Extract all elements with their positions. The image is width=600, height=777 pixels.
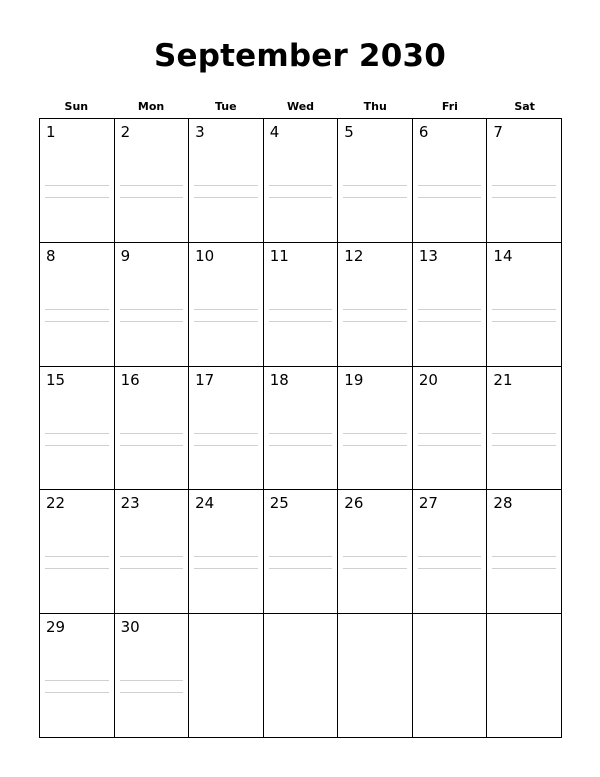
day-number: 29	[46, 618, 66, 637]
day-cell	[115, 243, 190, 367]
day-number: 21	[493, 370, 513, 389]
day-number: 20	[418, 370, 438, 389]
note-line	[418, 433, 482, 434]
day-number: 2	[120, 123, 131, 141]
day-number: 27	[418, 494, 438, 513]
note-line	[120, 445, 184, 446]
day-cell	[264, 243, 339, 367]
day-cell	[487, 490, 562, 614]
day-number: 13	[418, 246, 438, 265]
note-line	[194, 433, 258, 434]
note-line	[194, 309, 258, 310]
note-line	[194, 556, 258, 557]
note-line	[45, 185, 109, 186]
day-number: 15	[46, 370, 66, 389]
note-line	[269, 556, 333, 557]
note-line	[120, 433, 184, 434]
note-line	[343, 185, 407, 186]
note-line	[120, 556, 184, 557]
note-line	[194, 445, 258, 446]
day-number: 6	[418, 123, 429, 141]
day-cell	[413, 243, 488, 367]
note-line	[45, 321, 109, 322]
note-line	[492, 433, 556, 434]
day-number: 1	[46, 123, 56, 141]
day-cell	[115, 367, 190, 491]
note-line	[418, 556, 482, 557]
day-number: 5	[344, 123, 354, 141]
note-line	[45, 433, 109, 434]
note-line	[269, 321, 333, 322]
day-cell	[115, 490, 190, 614]
note-line	[492, 309, 556, 310]
day-number: 28	[493, 494, 513, 513]
empty-day-cell	[264, 614, 339, 738]
day-number: 23	[120, 494, 140, 513]
day-cell	[338, 367, 413, 491]
note-line	[418, 185, 482, 186]
day-cell	[338, 243, 413, 367]
day-cell	[40, 119, 115, 243]
note-line	[120, 568, 184, 569]
day-cell	[487, 243, 562, 367]
day-cell	[264, 367, 339, 491]
calendar-grid	[39, 118, 562, 738]
day-number: 25	[269, 494, 289, 513]
day-number: 11	[269, 246, 289, 265]
note-line	[45, 556, 109, 557]
day-cell	[40, 367, 115, 491]
note-line	[492, 568, 556, 569]
day-cell	[189, 119, 264, 243]
empty-day-cell	[487, 614, 562, 738]
weekday-label: Sun	[64, 100, 89, 113]
day-number: 30	[120, 618, 140, 637]
note-line	[343, 568, 407, 569]
day-cell	[413, 119, 488, 243]
day-number: 26	[344, 494, 364, 513]
day-number: 4	[269, 123, 280, 141]
note-line	[120, 321, 184, 322]
note-line	[343, 433, 407, 434]
note-line	[492, 197, 556, 198]
day-number: 8	[46, 246, 56, 265]
note-line	[418, 309, 482, 310]
day-cell	[338, 119, 413, 243]
note-line	[120, 309, 184, 310]
day-cell	[487, 367, 562, 491]
day-cell	[189, 243, 264, 367]
empty-day-cell	[413, 614, 488, 738]
day-cell	[338, 490, 413, 614]
day-number: 3	[195, 123, 205, 141]
day-number: 10	[195, 246, 215, 265]
note-line	[120, 680, 184, 681]
note-line	[418, 445, 482, 446]
note-line	[343, 309, 407, 310]
weekday-label: Fri	[441, 100, 458, 113]
calendar-title: September 2030	[153, 38, 447, 74]
note-line	[45, 692, 109, 693]
note-line	[120, 692, 184, 693]
note-line	[418, 321, 482, 322]
weekday-header-row	[39, 98, 562, 116]
note-line	[343, 556, 407, 557]
day-number: 19	[344, 370, 364, 389]
day-number: 16	[120, 370, 140, 389]
note-line	[269, 433, 333, 434]
note-line	[269, 185, 333, 186]
note-line	[492, 185, 556, 186]
note-line	[418, 197, 482, 198]
day-number: 22	[46, 494, 66, 513]
weekday-label: Tue	[214, 100, 237, 113]
day-number: 17	[195, 370, 215, 389]
note-line	[45, 680, 109, 681]
day-cell	[264, 119, 339, 243]
day-number: 9	[120, 246, 131, 265]
note-line	[269, 197, 333, 198]
day-number: 18	[269, 370, 289, 389]
note-line	[492, 321, 556, 322]
note-line	[343, 197, 407, 198]
note-line	[194, 568, 258, 569]
weekday-label: Thu	[363, 100, 387, 113]
day-cell	[413, 367, 488, 491]
day-cell	[264, 490, 339, 614]
note-line	[269, 309, 333, 310]
note-line	[269, 568, 333, 569]
note-line	[45, 309, 109, 310]
empty-day-cell	[338, 614, 413, 738]
note-line	[269, 445, 333, 446]
note-line	[194, 185, 258, 186]
note-line	[45, 568, 109, 569]
day-cell	[115, 614, 190, 738]
day-cell	[487, 119, 562, 243]
note-line	[343, 445, 407, 446]
day-cell	[189, 490, 264, 614]
note-line	[343, 321, 407, 322]
day-number: 7	[493, 123, 503, 141]
day-cell	[40, 243, 115, 367]
note-line	[120, 197, 184, 198]
note-line	[194, 197, 258, 198]
day-cell	[189, 367, 264, 491]
day-number: 12	[344, 246, 364, 265]
note-line	[120, 185, 184, 186]
weekday-label: Mon	[137, 100, 165, 113]
day-cell	[40, 490, 115, 614]
note-line	[194, 321, 258, 322]
day-cell	[413, 490, 488, 614]
note-line	[418, 568, 482, 569]
empty-day-cell	[189, 614, 264, 738]
weekday-label: Sat	[514, 100, 535, 113]
note-line	[45, 197, 109, 198]
note-line	[492, 556, 556, 557]
note-line	[45, 445, 109, 446]
note-line	[492, 445, 556, 446]
weekday-label: Wed	[286, 100, 315, 113]
day-number: 24	[195, 494, 215, 513]
day-cell	[115, 119, 190, 243]
day-number: 14	[493, 246, 513, 265]
day-cell	[40, 614, 115, 738]
